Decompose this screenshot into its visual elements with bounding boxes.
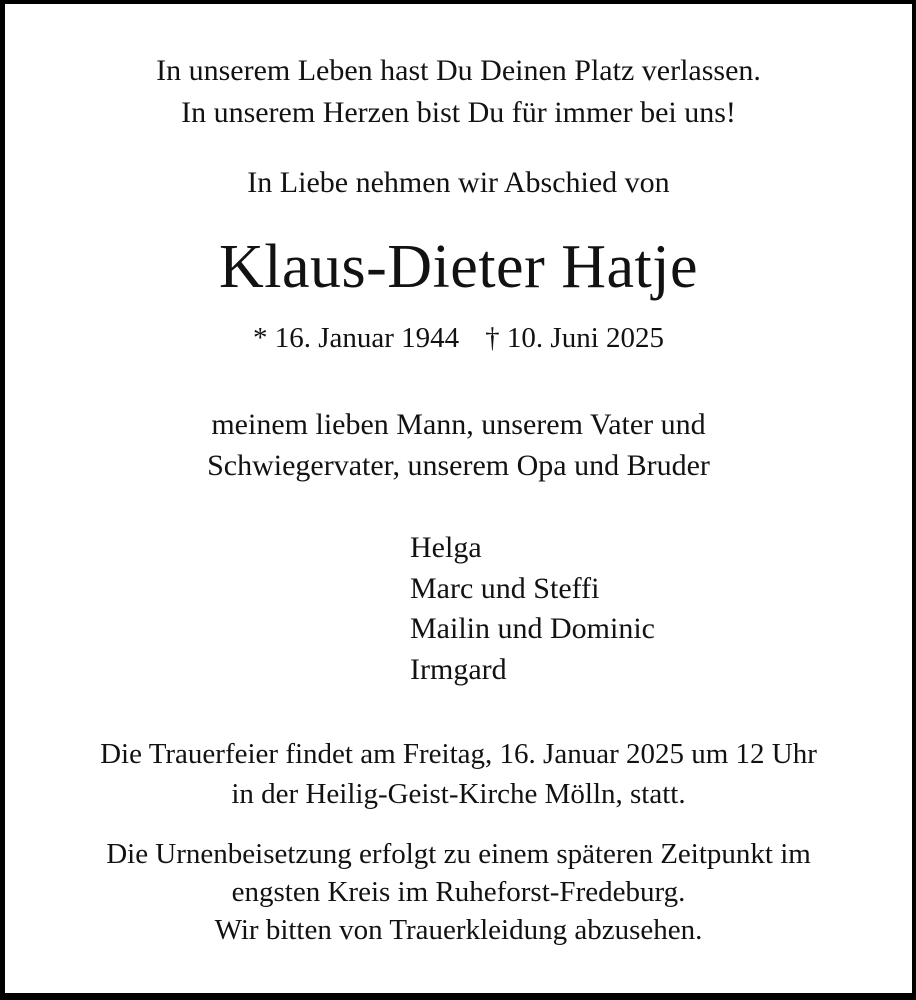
- farewell-intro: In Liebe nehmen wir Abschied von: [247, 166, 670, 199]
- relation-paragraph: [5, 404, 912, 486]
- death-date-text: 10. Juni 2025: [506, 322, 665, 354]
- mourner-name: Helga: [410, 531, 482, 564]
- birth-date-text: 16. Januar 1944: [274, 322, 460, 354]
- burial-line-2: engsten Kreis im Ruheforst-Fredeburg.: [231, 876, 686, 908]
- mourner-name: Mailin und Dominic: [410, 612, 655, 645]
- funeral-service-paragraph: [5, 734, 912, 814]
- life-dates: [5, 318, 912, 358]
- mourner-name: Irmgard: [410, 652, 507, 686]
- epigraph: [5, 50, 912, 134]
- birth-date: [253, 322, 459, 354]
- burial-line-3: Wir bitten von Trauerkleidung abzusehen.: [214, 914, 703, 946]
- relation-line-1: meinem lieben Mann, unserem Vater und: [211, 408, 706, 441]
- death-date: [485, 318, 664, 358]
- epigraph-line-1: In unserem Leben hast Du Deinen Platz verlassen.: [156, 54, 761, 87]
- epigraph-line-2: In unserem Herzen bist Du für immer bei uns!: [181, 96, 736, 129]
- mourner-name: Marc und Steffi: [410, 571, 600, 605]
- burial-line-1: Die Urnenbeisetzung erfolgt zu einem späteren Zeitpunkt im: [106, 838, 811, 870]
- born-symbol: *: [252, 322, 268, 354]
- relation-line-2: Schwiegervater, unserem Opa und Bruder: [207, 449, 710, 482]
- deceased-name: Klaus-Dieter Hatje: [219, 233, 698, 301]
- service-line-2: in der Heilig-Geist-Kirche Mölln, statt.: [231, 778, 686, 810]
- service-line-1: Die Trauerfeier findet am Freitag, 16. Januar 2025 um 12 Uhr: [100, 738, 817, 770]
- mourners-list: [410, 528, 912, 690]
- died-cross-symbol: †: [485, 322, 500, 354]
- burial-paragraph: [5, 835, 912, 949]
